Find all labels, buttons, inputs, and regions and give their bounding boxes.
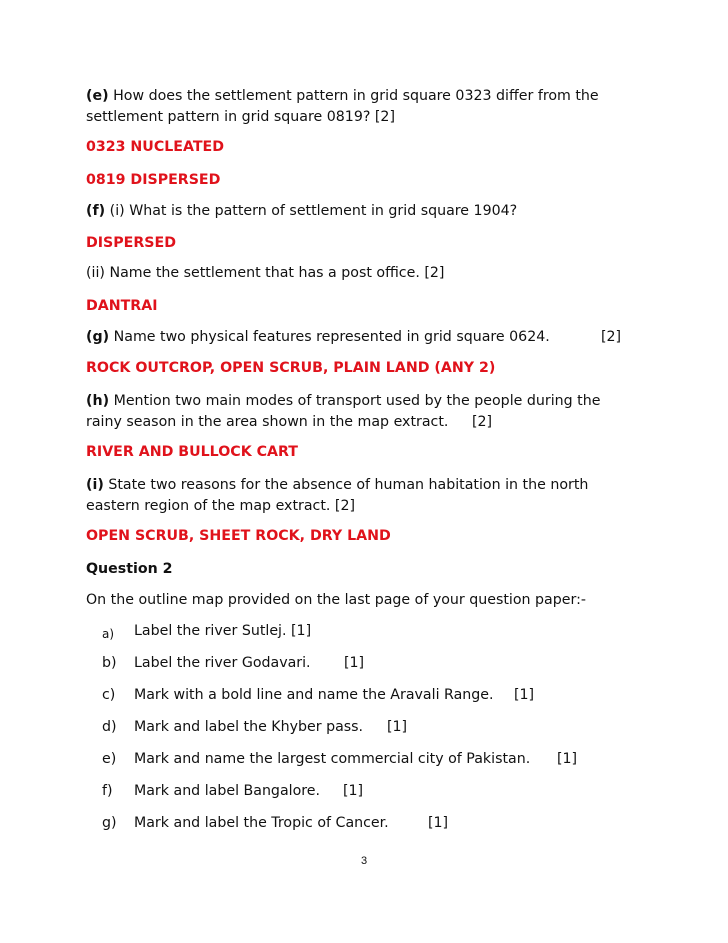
list-item-text: Mark and label the Khyber pass. <box>134 719 364 735</box>
list-item-marks: [1] <box>514 687 535 703</box>
list-marker: g) <box>102 815 117 831</box>
list-item-marks: [1] <box>344 655 365 671</box>
question-f-line1 <box>86 201 517 222</box>
answer-i: OPEN SCRUB, SHEET ROCK, DRY LAND <box>86 528 391 544</box>
answer-f-1: DISPERSED <box>86 235 176 251</box>
list-marker: a) <box>102 627 115 641</box>
list-item-text: Mark and label Bangalore. <box>134 783 321 799</box>
list-marker: c) <box>102 687 116 703</box>
question-e-label: (e) <box>86 88 109 104</box>
question-g-text: Name two physical features represented in grid square 0624. <box>109 329 550 345</box>
question-i-label: (i) <box>86 477 104 493</box>
list-marker: b) <box>102 655 117 671</box>
question-2-intro: On the outline map provided on the last page of your question paper:- <box>86 592 586 608</box>
list-item-text: Mark and label the Tropic of Cancer. <box>134 815 389 831</box>
list-item-text: Mark with a bold line and name the Aravali Range. <box>134 687 494 703</box>
question-f-text1: (i) What is the pattern of settlement in grid square 1904? <box>105 203 518 219</box>
answer-h: RIVER AND BULLOCK CART <box>86 444 298 460</box>
list-item-marks: [1] <box>557 751 578 767</box>
list-item-marks: [1] <box>387 719 408 735</box>
question-e-line1 <box>86 86 599 107</box>
question-g-line1 <box>86 327 550 348</box>
list-marker: d) <box>102 719 117 735</box>
question-g-marks: [2] <box>601 329 622 345</box>
answer-e-1: 0323 NUCLEATED <box>86 139 224 155</box>
list-item-text: Label the river Sutlej. [1] <box>134 623 312 639</box>
list-marker: f) <box>102 783 113 799</box>
answer-e-2: 0819 DISPERSED <box>86 172 221 188</box>
answer-f-2: DANTRAI <box>86 298 158 314</box>
question-i-line1 <box>86 475 588 496</box>
question-i-line2: eastern region of the map extract. [2] <box>86 498 356 514</box>
list-marker: e) <box>102 751 117 767</box>
question-f-label: (f) <box>86 203 106 219</box>
question-h-line2: rainy season in the area shown in the map extract. <box>86 414 449 430</box>
list-item-text: Label the river Godavari. <box>134 655 311 671</box>
question-2-heading: Question 2 <box>86 561 173 577</box>
list-item-text: Mark and name the largest commercial city of Pakistan. <box>134 751 531 767</box>
list-item-marks: [1] <box>428 815 449 831</box>
question-h-line1 <box>86 391 600 412</box>
question-g-label: (g) <box>86 329 110 345</box>
answer-g: ROCK OUTCROP, OPEN SCRUB, PLAIN LAND (ANY 2) <box>86 360 496 376</box>
question-h-text1: Mention two main modes of transport used by the people during the <box>109 393 601 409</box>
question-f-line2: (ii) Name the settlement that has a post office. [2] <box>86 265 445 281</box>
list-item-marks: [1] <box>343 783 364 799</box>
question-h-label: (h) <box>86 393 110 409</box>
question-i-text1: State two reasons for the absence of human habitation in the north <box>103 477 589 493</box>
question-e-line2: settlement pattern in grid square 0819? [2] <box>86 109 395 125</box>
question-e-text1: How does the settlement pattern in grid square 0323 differ from the <box>108 88 599 104</box>
question-h-marks: [2] <box>472 414 493 430</box>
page-number: 3 <box>360 855 368 867</box>
